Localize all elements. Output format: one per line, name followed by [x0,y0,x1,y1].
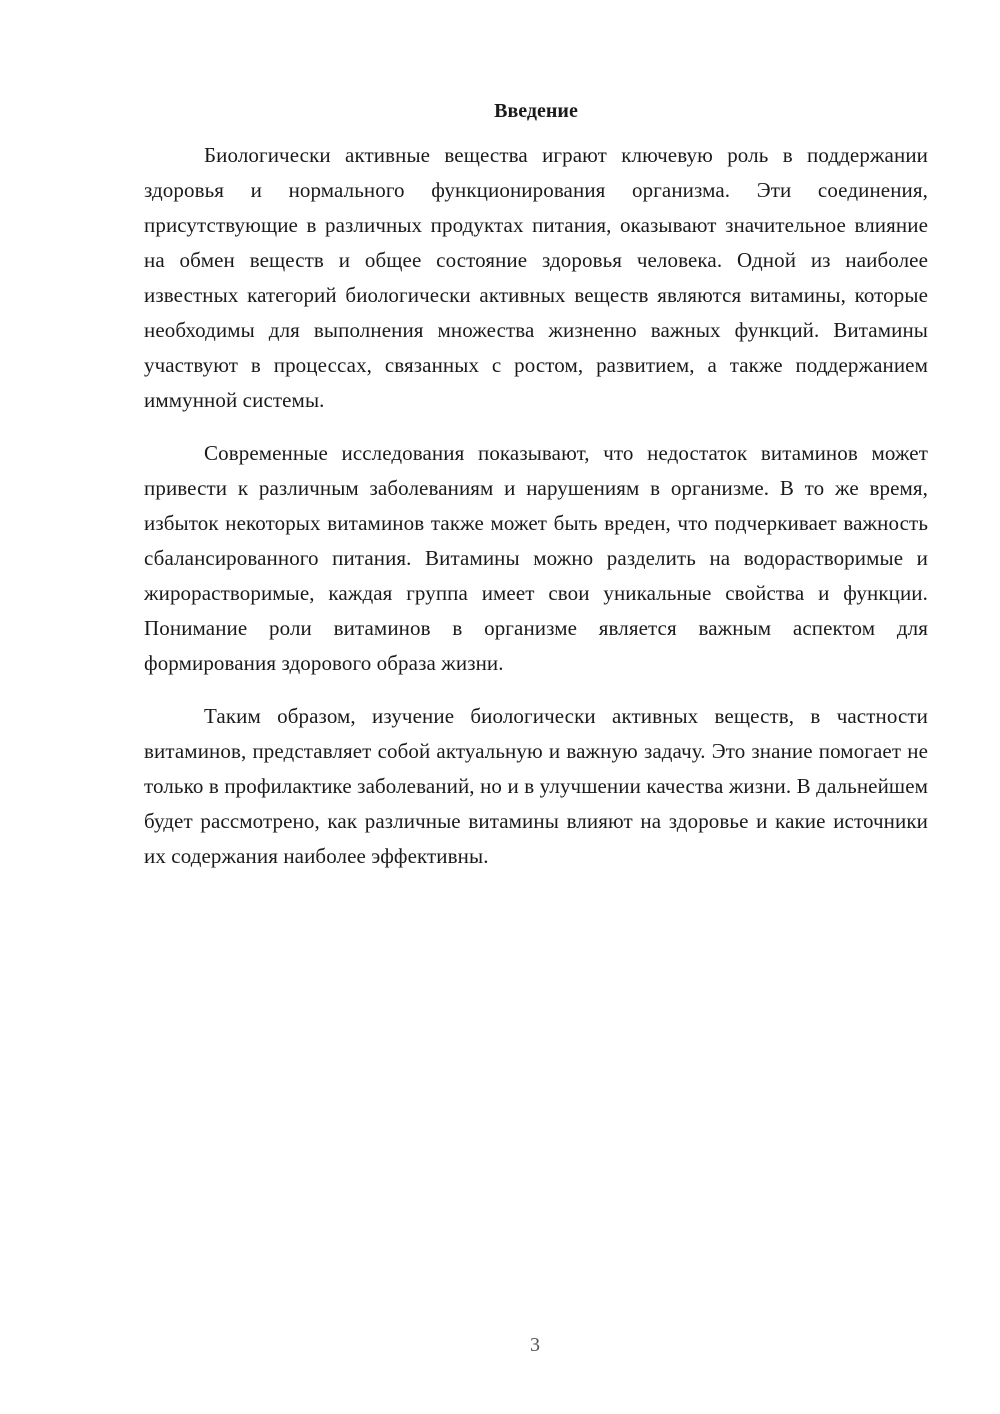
paragraph-1: Биологически активные вещества играют ключевую роль в поддержании здоровья и нормального функционирования организма. Эти соединения, присутствующие в различных продуктах питания, оказывают значительное влияние на обмен веществ и общее состояние здоровья человека. Одной из наиболее известных категорий биологически активных веществ являются витамины, которые необходимы для выполнения множества жизненно важных функций. Витамины участвуют в процессах, связанных с ростом, развитием, а также поддержанием иммунной системы. [144,143,928,412]
paragraph-3: Таким образом, изучение биологически активных веществ, в частности витаминов, представляет собой актуальную и важную задачу. Это знание помогает не только в профилактике заболеваний, но и в улучшении качества жизни. В дальнейшем будет рассмотрено, как различные витамины влияют на здоровье и какие источники их содержания наиболее эффективны. [144,704,928,868]
page-number: 3 [530,1334,540,1356]
section-title: Введение [494,100,578,122]
paragraph-2: Современные исследования показывают, что недостаток витаминов может привести к различным заболеваниям и нарушениям в организме. В то же время, избыток некоторых витаминов также может быть вреден, что подчеркивает важность сбалансированного питания. Витамины можно разделить на водорастворимые и жирорастворимые, каждая группа имеет свои уникальные свойства и функции. Понимание роли витаминов в организме является важным аспектом для формирования здорового образа жизни. [144,441,928,675]
page-content [144,96,928,892]
